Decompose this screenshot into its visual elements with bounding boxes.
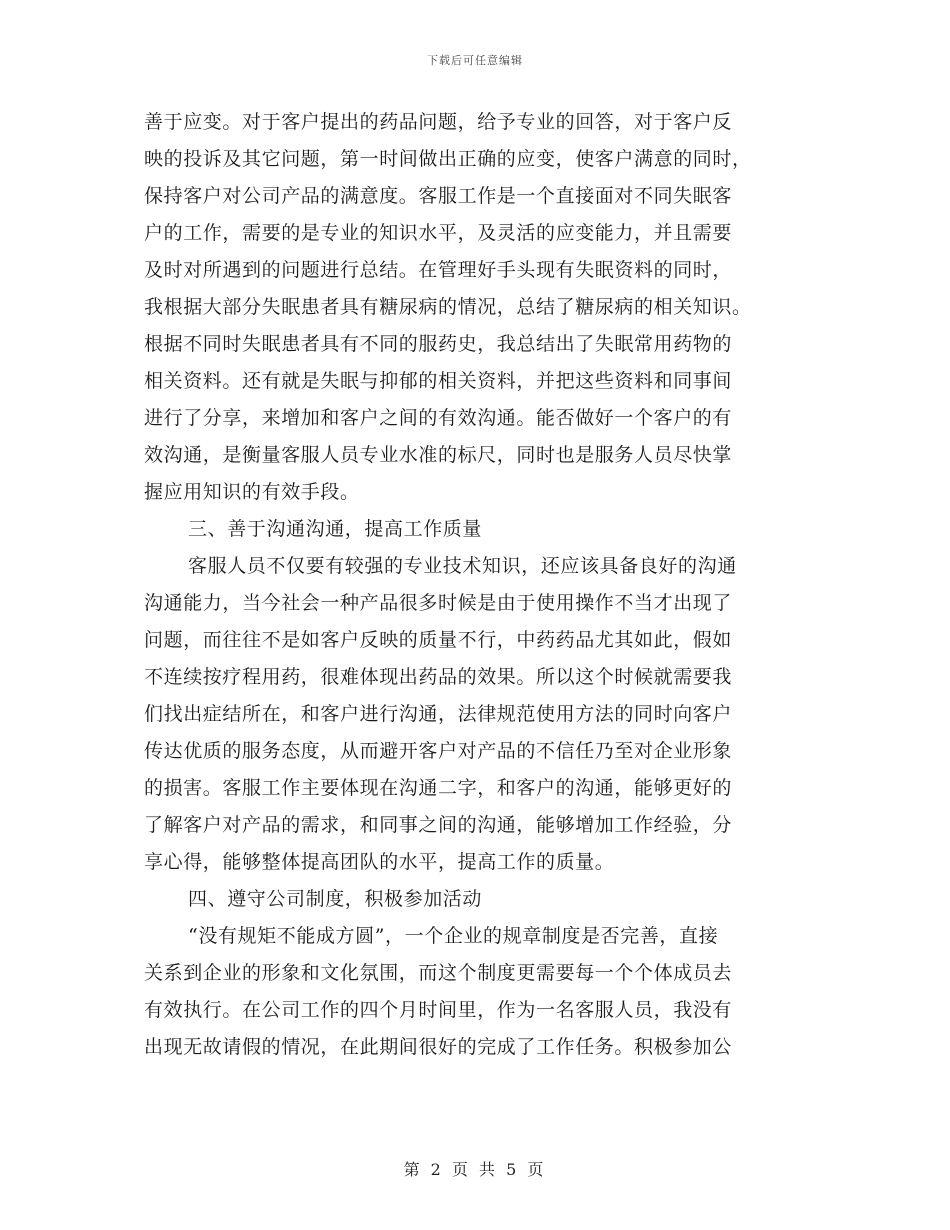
text-line: 保持客户对公司产品的满意度。客服工作是一个直接面对不同失眠客 (144, 185, 733, 207)
text-line: 问题，而往往不是如客户反映的质量不行，中药药品尤其如此，假如 (144, 629, 733, 651)
text-line: 相关资料。还有就是失眠与抑郁的相关资料，并把这些资料和同事间 (144, 370, 733, 392)
header-note: 下载后可任意编辑 (427, 54, 523, 67)
text-line: 效沟通，是衡量客服人员专业水准的标尺，同时也是服务人员尽快掌 (144, 444, 733, 466)
text-line: 根据不同时失眠患者具有不同的服药史，我总结出了失眠常用药物的 (144, 333, 733, 355)
text-line: 三、善于沟通沟通，提高工作质量 (188, 518, 483, 540)
text-line: 有效执行。在公司工作的四个月时间里，作为一名客服人员，我没有 (144, 999, 733, 1021)
text-line: 客服人员不仅要有较强的专业技术知识，还应该具备良好的沟通 (188, 555, 737, 577)
body-text (144, 104, 806, 1066)
text-line: 及时对所遇到的问题进行总结。在管理好手头现有失眠资料的同时， (144, 259, 733, 281)
text-line: 我根据大部分失眠患者具有糖尿病的情况，总结了糖尿病的相关知识。 (144, 296, 752, 318)
text-line: 了解客户对产品的需求，和同事之间的沟通，能够增加工作经验，分 (144, 814, 733, 836)
page-footer: 第 2 页 共 5 页 (403, 1160, 547, 1179)
text-line: 善于应变。对于客户提出的药品问题，给予专业的回答，对于客户反 (144, 111, 733, 133)
text-line: 传达优质的服务态度，从而避开客户对产品的不信任乃至对企业形象 (144, 740, 733, 762)
text-line: 四、遵守公司制度，积极参加活动 (188, 888, 483, 910)
text-line: 关系到企业的形象和文化氛围，而这个制度更需要每一个个体成员去 (144, 962, 733, 984)
text-line: 沟通能力，当今社会一种产品很多时候是由于使用操作不当才出现了 (144, 592, 733, 614)
text-line: 们找出症结所在，和客户进行沟通，法律规范使用方法的同时向客户 (144, 703, 733, 725)
text-line: 不连续按疗程用药，很难体现出药品的效果。所以这个时候就需要我 (144, 666, 733, 688)
text-line: 映的投诉及其它问题，第一时间做出正确的应变，使客户满意的同时， (144, 148, 752, 170)
text-line: 握应用知识的有效手段。 (144, 481, 360, 503)
text-line: 出现无故请假的情况，在此期间很好的完成了工作任务。积极参加公 (144, 1036, 733, 1058)
text-line: 的损害。客服工作主要体现在沟通二字，和客户的沟通，能够更好的 (144, 777, 733, 799)
text-line: “没有规矩不能成方圆”，一个企业的规章制度是否完善，直接 (188, 925, 719, 947)
text-line: 进行了分享，来增加和客户之间的有效沟通。能否做好一个客户的有 (144, 407, 733, 429)
text-line: 户的工作，需要的是专业的知识水平，及灵活的应变能力，并且需要 (144, 222, 733, 244)
text-line: 享心得，能够整体提高团队的水平，提高工作的质量。 (144, 851, 615, 873)
